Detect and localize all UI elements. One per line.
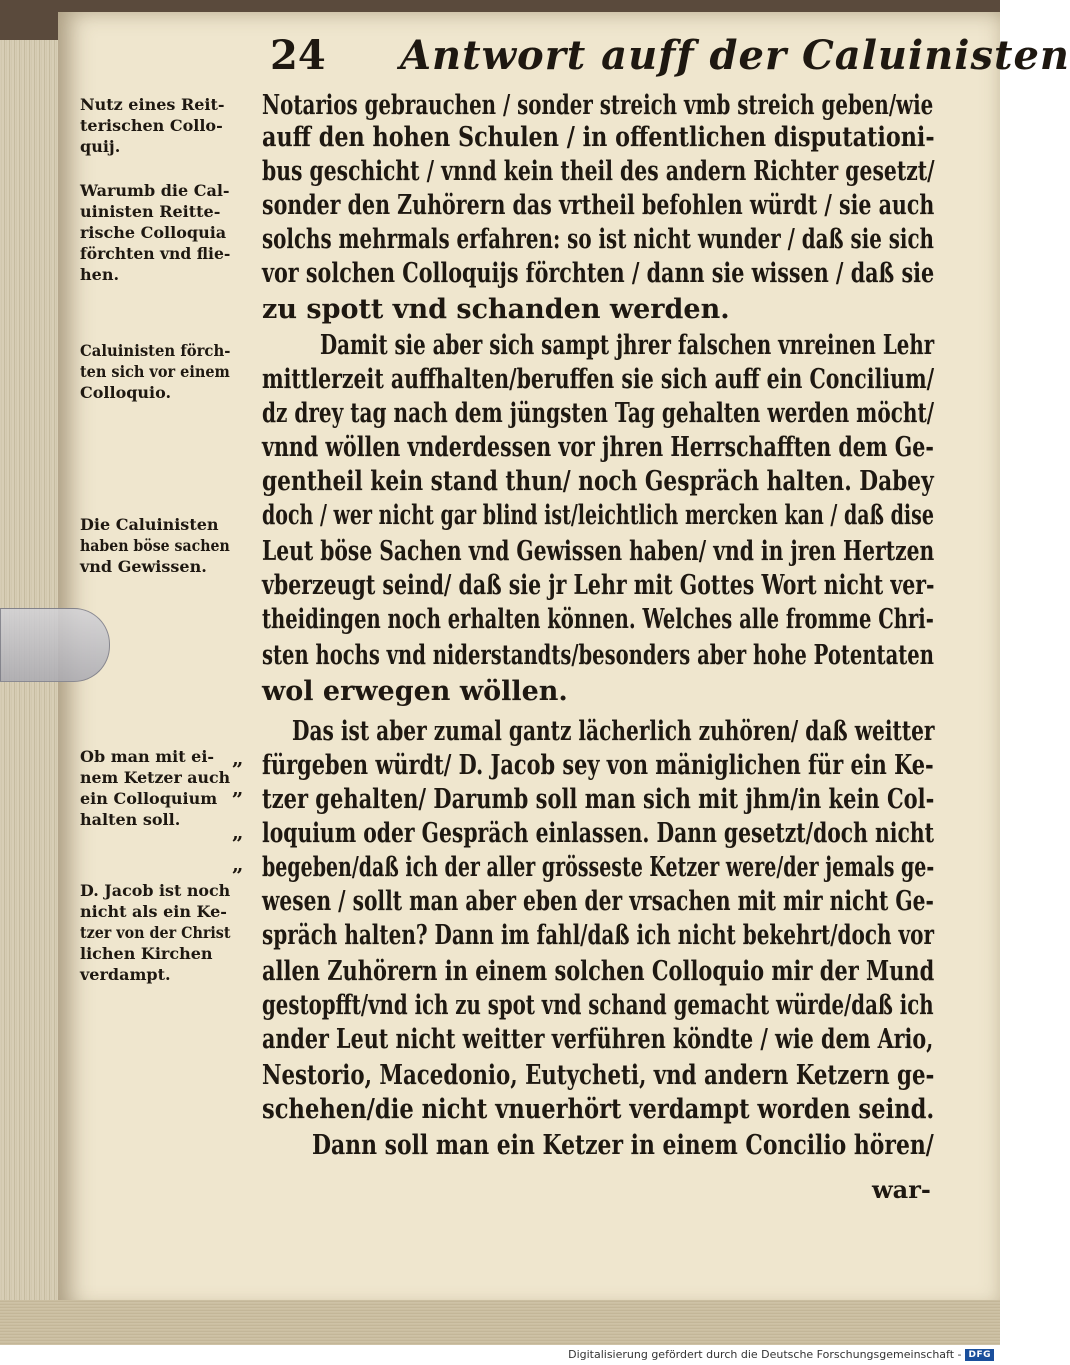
quotation-mark: „: [232, 820, 244, 844]
margin-note-line: lichen Kirchen: [80, 944, 213, 963]
margin-note-line: terischen Collo-: [80, 116, 223, 135]
catchword: war-: [872, 1175, 931, 1204]
body-line: gentheil kein stand thun/ noch Gespräch halten. Dabey: [262, 466, 934, 497]
book-bottom-edge: [0, 1300, 1000, 1345]
body-line: auff den hohen Schulen / in offentlichen disputationi-: [262, 122, 935, 153]
quotation-mark: „: [232, 746, 244, 770]
body-line: zu spott vnd schanden werden.: [262, 294, 730, 325]
margin-note-line: tzer von der Christ: [80, 923, 231, 942]
body-line: Leut böse Sachen vnd Gewissen haben/ vnd in jren Hertzen: [262, 536, 935, 567]
margin-note-line: uinisten Reitte-: [80, 202, 221, 221]
body-line: vberzeugt seind/ daß sie jr Lehr mit Gottes Wort nicht ver-: [262, 570, 935, 601]
body-line: wol erwegen wöllen.: [262, 676, 568, 707]
body-line: begeben/daß ich der aller grösseste Ketzer were/der jemals ge-: [262, 852, 935, 883]
body-line: mittlerzeit auffhalten/beruffen sie sich auff ein Concilium/: [262, 364, 935, 395]
body-line: allen Zuhörern in einem solchen Colloquio mir der Mund: [262, 956, 935, 987]
margin-note-line: nicht als ein Ke-: [80, 902, 227, 921]
running-title: Antwort auff der Caluinisten: [400, 32, 1070, 79]
body-line: wesen / sollt man aber eben der vrsachen mit mir nicht Ge-: [262, 886, 934, 917]
margin-note-line: haben böse sachen: [80, 536, 230, 555]
body-line: Notarios gebrauchen / sonder streich vmb streich geben/wie: [262, 90, 934, 121]
body-line: sonder den Zuhörern das vrtheil befohlen würdt / sie auch: [262, 190, 935, 221]
body-line: sten hochs vnd niderstandts/besonders aber hohe Potentaten: [262, 640, 934, 671]
body-line: schehen/die nicht vnuerhört verdampt worden seind.: [262, 1094, 935, 1125]
margin-note-line: rische Colloquia: [80, 223, 227, 242]
body-line: tzer gehalten/ Darumb soll man sich mit jhm/in kein Col-: [262, 784, 935, 815]
body-line: doch / wer nicht gar blind ist/leichtlich mercken kan / daß dise: [262, 500, 934, 531]
page-clip: [0, 608, 110, 682]
margin-note-line: ein Colloquium: [80, 789, 218, 808]
body-line: loquium oder Gespräch einlassen. Dann gesetzt/doch nicht: [262, 818, 934, 849]
body-line: fürgeben würdt/ D. Jacob sey von mäniglichen für ein Ke-: [262, 750, 934, 781]
margin-note-line: vnd Gewissen.: [80, 557, 207, 576]
digitization-footer: [568, 1348, 994, 1361]
margin-note-line: förchten vnd flie-: [80, 244, 231, 263]
body-line: ander Leut nicht weitter verführen köndte / wie dem Ario,: [262, 1024, 934, 1055]
margin-note-line: Caluinisten förch-: [80, 341, 231, 360]
page-number: 24: [270, 32, 326, 79]
body-line: dz drey tag nach dem jüngsten Tag gehalten werden möcht/: [262, 398, 935, 429]
body-line: gestopfft/vnd ich zu spot vnd schand gemacht würde/daß ich: [262, 990, 934, 1021]
body-line: bus geschicht / vnnd kein theil des andern Richter gesetzt/: [262, 156, 935, 187]
margin-note-line: nem Ketzer auch: [80, 768, 231, 787]
footer-text: Digitalisierung gefördert durch die Deutsche Forschungsgemeinschaft -: [568, 1348, 962, 1361]
body-line: Das ist aber zumal gantz lächerlich zuhören/ daß weitter: [292, 716, 935, 747]
body-line: vor solchen Colloquijs förchten / dann sie wissen / daß sie: [262, 258, 935, 289]
body-line: vnnd wöllen vnderdessen vor jhren Herrschafften dem Ge-: [262, 432, 934, 463]
body-line: theidingen noch erhalten können. Welches alle fromme Chri-: [262, 604, 934, 635]
body-line: Damit sie aber sich sampt jhrer falschen vnreinen Lehr: [320, 330, 935, 361]
quotation-mark: „: [232, 852, 244, 876]
body-line: Nestorio, Macedonio, Eutycheti, vnd andern Ketzern ge-: [262, 1060, 935, 1091]
margin-note-line: ten sich vor einem: [80, 362, 230, 381]
margin-note-line: Nutz eines Reit-: [80, 95, 225, 114]
margin-note-line: quij.: [80, 137, 121, 156]
margin-note-line: Warumb die Cal-: [80, 181, 230, 200]
body-line: Dann soll man ein Ketzer in einem Concilio hören/: [312, 1130, 934, 1161]
margin-note-line: verdampt.: [80, 965, 171, 984]
margin-note-line: Die Caluinisten: [80, 515, 219, 534]
body-line: solchs mehrmals erfahren: so ist nicht wunder / daß sie sich: [262, 224, 934, 255]
margin-note-line: D. Jacob ist noch: [80, 881, 231, 900]
body-line: spräch halten? Dann im fahl/daß ich nicht bekehrt/doch vor: [262, 920, 934, 951]
margin-note-line: halten soll.: [80, 810, 181, 829]
margin-note-line: Colloquio.: [80, 383, 172, 402]
dfg-logo: DFG: [965, 1349, 994, 1361]
quotation-mark: „: [232, 776, 244, 800]
margin-note-line: Ob man mit ei-: [80, 747, 215, 766]
book-page-edges: [0, 40, 64, 1330]
page-header: [270, 28, 1070, 82]
margin-note-line: hen.: [80, 265, 120, 284]
